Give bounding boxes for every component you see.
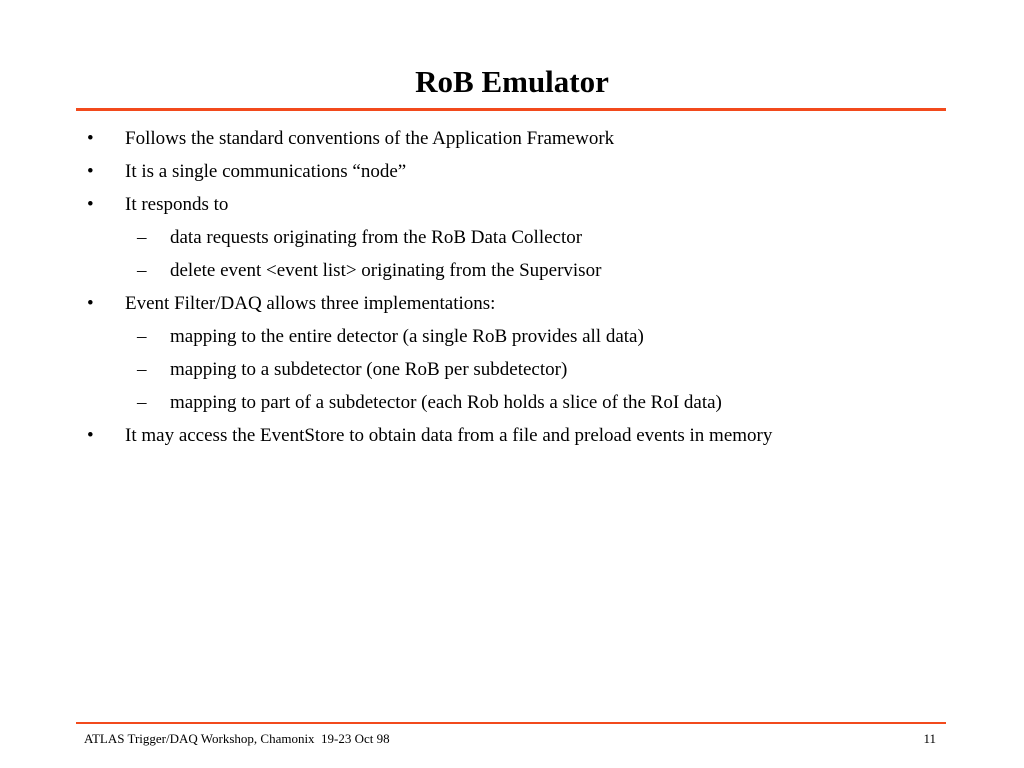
- slide-title: RoB Emulator: [415, 64, 609, 99]
- bullet-list: [0, 122, 1024, 452]
- sub-bullet-text: delete event <event list> originating from the Supervisor: [170, 260, 602, 281]
- footer-caption: ATLAS Trigger/DAQ Workshop, Chamonix 19-23 Oct 98: [84, 731, 390, 746]
- bullet-marker: •: [87, 194, 94, 215]
- bullet-marker: •: [87, 128, 94, 149]
- sub-bullet-text: mapping to a subdetector (one RoB per subdetector): [170, 359, 568, 380]
- sub-bullet-item: [0, 386, 1024, 419]
- page-number: 11: [923, 731, 936, 746]
- bullet-item: [0, 155, 1024, 188]
- sub-bullet-marker: –: [137, 326, 147, 347]
- bullet-text: It is a single communications “node”: [125, 161, 407, 182]
- bullet-text: It may access the EventStore to obtain data from a file and preload events in memory: [125, 425, 773, 446]
- sub-bullet-marker: –: [137, 260, 147, 281]
- bullet-marker: •: [87, 293, 94, 314]
- sub-bullet-item: [0, 353, 1024, 386]
- bullet-item: [0, 122, 1024, 155]
- sub-bullet-text: mapping to part of a subdetector (each Rob holds a slice of the RoI data): [170, 392, 722, 413]
- bullet-text: Follows the standard conventions of the Application Framework: [125, 128, 615, 149]
- bullet-item: [0, 188, 1024, 221]
- bullet-item: [0, 287, 1024, 320]
- bullet-text: Event Filter/DAQ allows three implementations:: [125, 293, 496, 314]
- sub-bullet-item: [0, 320, 1024, 353]
- sub-bullet-text: mapping to the entire detector (a single RoB provides all data): [170, 326, 644, 347]
- bullet-item: [0, 419, 1024, 452]
- bullet-marker: •: [87, 161, 94, 182]
- bullet-text: It responds to: [125, 194, 229, 215]
- bullet-marker: •: [87, 425, 94, 446]
- sub-bullet-marker: –: [137, 392, 147, 413]
- sub-bullet-item: [0, 221, 1024, 254]
- footer-divider: [76, 722, 946, 724]
- sub-bullet-text: data requests originating from the RoB Data Collector: [170, 227, 583, 248]
- sub-bullet-marker: –: [137, 227, 147, 248]
- title-divider: [76, 108, 946, 111]
- sub-bullet-item: [0, 254, 1024, 287]
- sub-bullet-marker: –: [137, 359, 147, 380]
